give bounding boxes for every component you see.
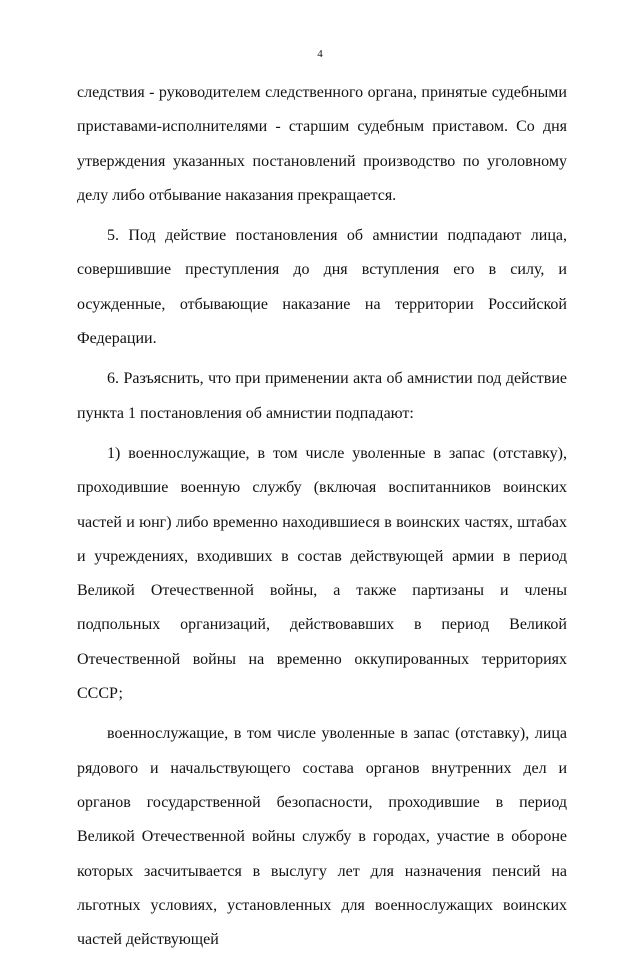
paragraph-subitem-1: 1) военнослужащие, в том числе уволенные в запас (отставку), проходившие военную службу (включая воспитанников воинских частей и юнг) либо временно находившиеся в воинских частях, штабах и учреждениях, входивших в состав действующей армии в период Великой Отечественной войны, а также партизаны и члены подпольных организаций, действовавших в период Великой Отечественной войны на временно оккупированных территориях СССР; [77, 444, 567, 703]
paragraph-continuation: следствия - руководителем следственного органа, принятые судебными приставами-исполнителями - старшим судебным приставом. Со дня утверждения указанных постановлений производство по уголовному делу либо отбывание наказания прекращается. [77, 84, 567, 204]
paragraph-item-5: 5. Под действие постановления об амнистии подпадают лица, совершившие преступления до дня вступления его в силу, и осужденные, отбывающие наказание на территории Российской Федерации. [77, 227, 567, 348]
document-body [77, 76, 567, 963]
paragraph-subitem-1-continued: военнослужащие, в том числе уволенные в запас (отставку), лица рядового и начальствующего состава органов внутренних дел и органов государственной безопасности, проходившие в период Великой Отечественной войны службу в городах, участие в обороне которых засчитывается в выслугу лет для назначения пенсий на льготных условиях, установленных для военнослужащих воинских частей действующей [77, 725, 567, 949]
page-number: 4 [317, 48, 323, 60]
paragraph-item-6: 6. Разъяснить, что при применении акта об амнистии под действие пункта 1 постановления об амнистии подпадают: [77, 370, 567, 422]
